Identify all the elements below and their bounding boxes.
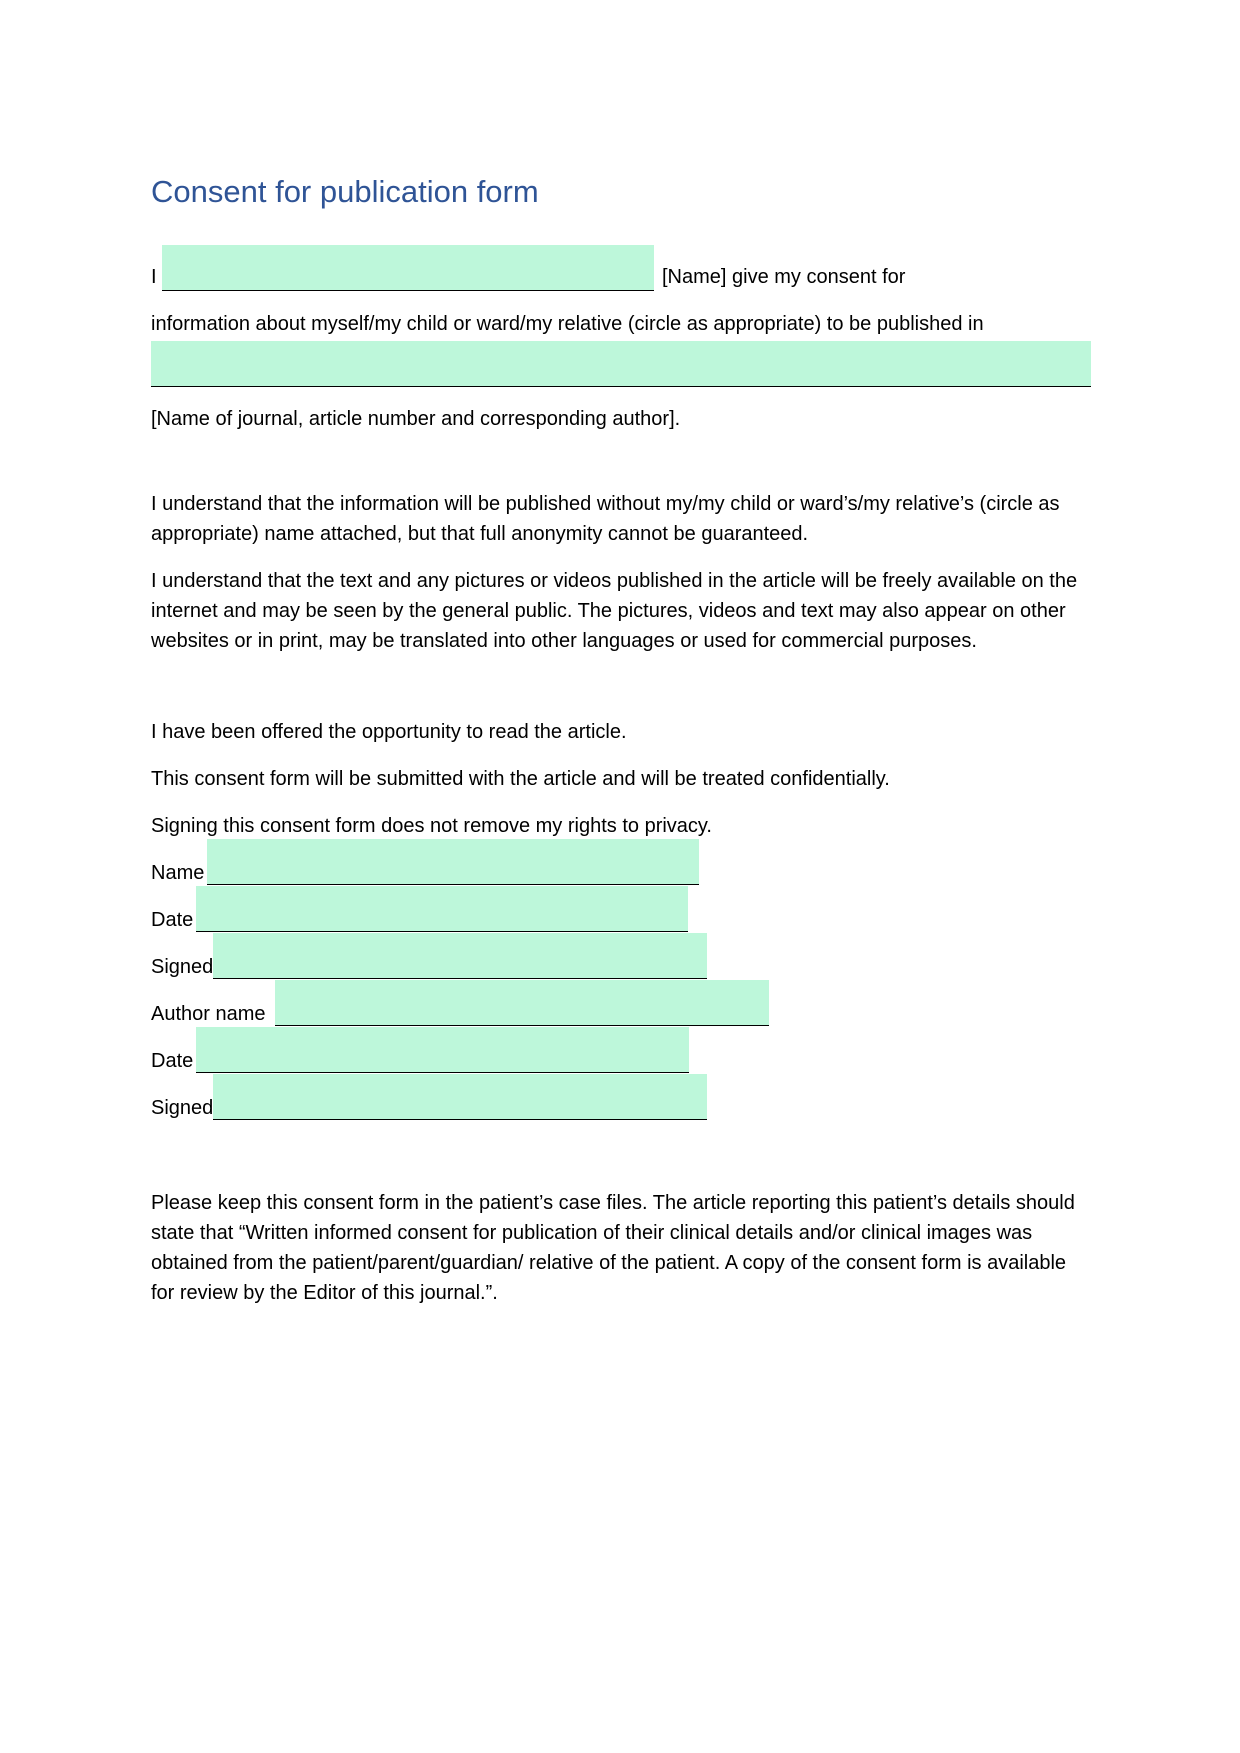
consent-name-field[interactable] [162,245,654,291]
page-title: Consent for publication form [151,174,539,209]
author-name-field[interactable] [275,980,769,1026]
author-name-label: Author name [151,1003,266,1025]
journal-field[interactable] [151,341,1091,387]
footer-note: Please keep this consent form in the patient’s case files. The article reporting this patient’s details should state that “Written informed consent for publication of their clinical details and/or clinical images was obtained from the patient/parent/guardian/ relative of the patient. A copy of the consent form is available for review by the Editor of this journal.”. [151,1192,1075,1304]
statement-anonymity: I understand that the information will be published without my/my child or ward’s/my relative’s (circle as appropriate) name attached, but that full anonymity cannot be guaranteed. [151,493,1060,545]
date-label: Date [151,909,194,931]
author-date-label: Date [151,1050,194,1072]
date-field[interactable] [196,886,688,932]
consent-name-suffix: [Name] give my consent for [662,266,906,288]
name-field[interactable] [207,839,699,885]
author-signed-field[interactable] [213,1074,707,1120]
consent-info-line: information about myself/my child or ward/my relative (circle as appropriate) to be published in [151,313,984,335]
journal-hint: [Name of journal, article number and corresponding author]. [151,408,681,430]
signed-field[interactable] [213,933,707,979]
author-signed-label: Signed [151,1097,214,1119]
statement-confidential: This consent form will be submitted with the article and will be treated confidentially. [151,768,890,790]
signed-label: Signed [151,956,214,978]
consent-prefix: I [151,266,157,288]
statement-privacy: Signing this consent form does not remove my rights to privacy. [151,815,712,837]
name-label: Name [151,862,205,884]
author-date-field[interactable] [196,1027,689,1073]
statement-availability: I understand that the text and any pictures or videos published in the article will be freely available on the internet and may be seen by the general public. The pictures, videos and text may also appear on other websites or in print, may be translated into other languages or used for commercial purposes. [151,570,1078,652]
statement-read-article: I have been offered the opportunity to read the article. [151,721,627,743]
